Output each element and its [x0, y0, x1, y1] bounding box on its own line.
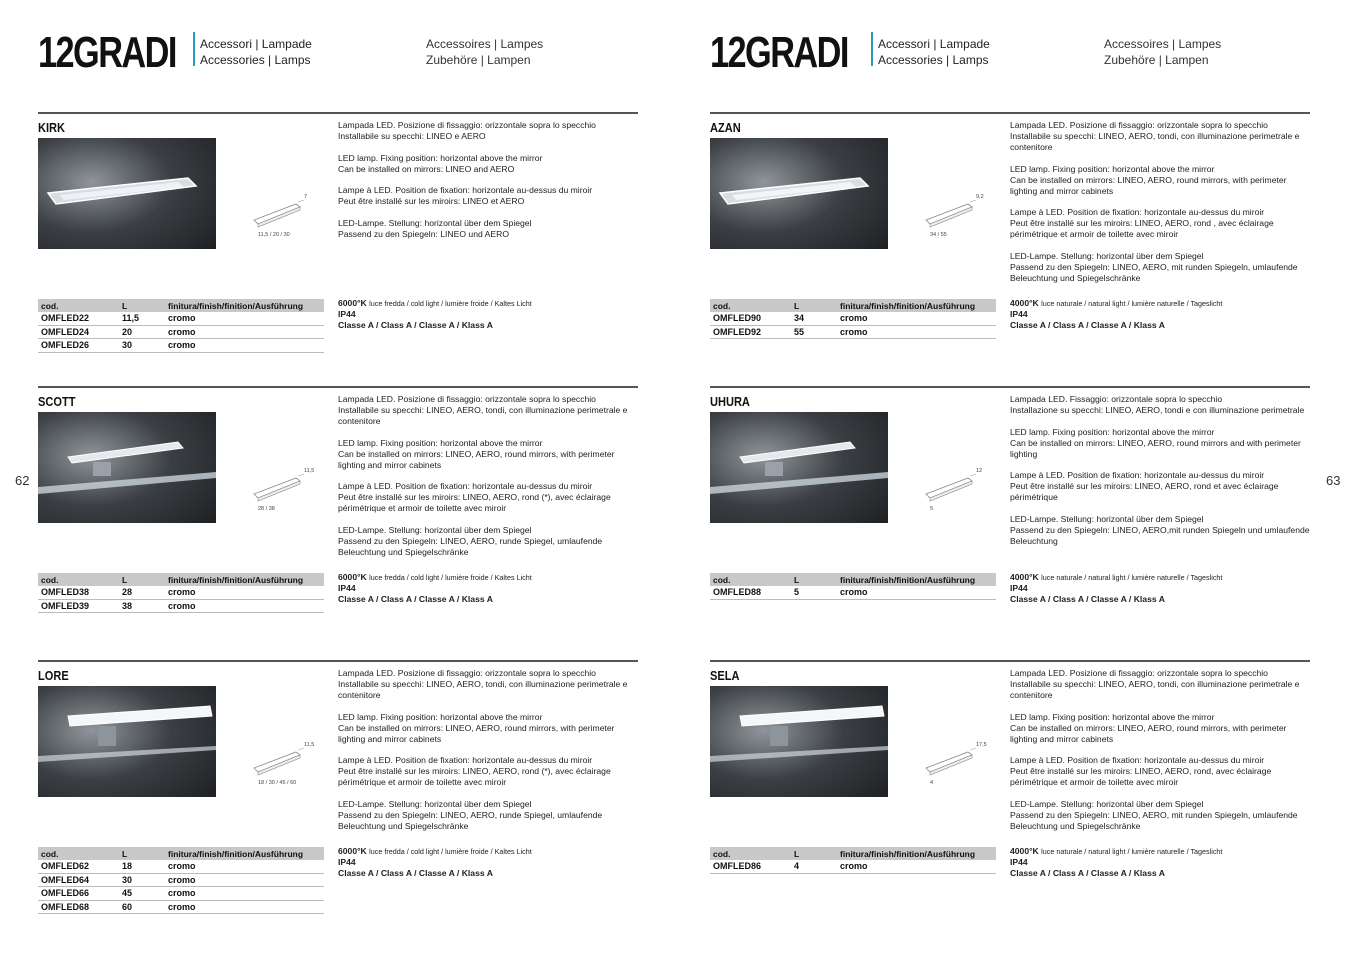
header-divider	[871, 32, 873, 66]
cell-length: 5	[794, 587, 800, 597]
cell-finish: cromo	[840, 861, 868, 871]
table-row	[38, 874, 324, 888]
brand-logo: 12GRADI	[38, 28, 176, 77]
table-row	[38, 901, 324, 915]
product-name: KIRK	[38, 120, 66, 135]
dimension-diagram	[920, 740, 1000, 790]
table-row	[38, 312, 324, 326]
cell-finish: cromo	[168, 326, 196, 337]
ip-rating: IP44	[1010, 583, 1028, 593]
table-header	[38, 847, 324, 860]
header-it: Accessori | Lampade	[878, 37, 990, 51]
header-cod: cod.	[713, 849, 731, 859]
product-code-table	[710, 573, 996, 600]
description-paragraph: LED-Lampe. Stellung: horizontal über dem Spiegel Passend zu den Spiegeln: LINEO, AERO,mit runden Spiegeln und umlaufende Beleuchtung	[1010, 513, 1310, 546]
catalog-page-right	[678, 0, 1356, 959]
cell-code: OMFLED68	[41, 901, 90, 912]
cell-code: OMFLED39	[41, 600, 90, 611]
cell-length: 55	[794, 326, 805, 337]
cell-code: OMFLED90	[713, 313, 762, 323]
description-paragraph: Lampada LED. Fissaggio: orizzontale sopra lo specchio Installazione su specchi: LINEO, AERO, tondi e con illuminazione perimetrale	[1010, 394, 1305, 415]
light-type: luce fredda / cold light / lumière froide / Kaltes Licht	[369, 847, 532, 856]
product-photo	[710, 412, 888, 523]
cell-length: 4	[794, 861, 800, 871]
header-length: L	[794, 849, 800, 859]
product-code-table	[38, 847, 324, 914]
description-paragraph: LED lamp. Fixing position: horizontal above the mirror Can be installed on mirrors: LINEO, AERO, round mirrors, with perimeter lighting and mirror cabinets	[1010, 711, 1287, 744]
description-paragraph: Lampe à LED. Position de fixation: horizontale au-dessus du miroir Peut être installé sur les miroirs: LINEO et AERO	[338, 185, 593, 206]
ip-rating: IP44	[338, 857, 356, 867]
description-paragraph: Lampe à LED. Position de fixation: horizontale au-dessus du miroir Peut être installé sur les miroirs: LINEO, AERO, rond (*), avec éclairage périmétrique et armoir de toilette avec miroir	[338, 755, 611, 787]
page-number: 63	[1326, 473, 1341, 488]
cell-code: OMFLED24	[41, 326, 90, 337]
header-category-fr-de	[1104, 36, 1221, 68]
cell-finish: cromo	[168, 861, 196, 871]
description-paragraph: LED-Lampe. Stellung: horizontal über dem Spiegel Passend zu den Spiegeln: LINEO und AERO	[338, 217, 532, 239]
product-section-lore	[38, 660, 638, 930]
product-description	[1010, 668, 1310, 842]
description-paragraph: Lampe à LED. Position de fixation: horizontale au-dessus du miroir Peut être installé sur les miroirs: LINEO, AERO, rond et avec éclairage périmétrique	[1010, 470, 1279, 502]
table-row	[710, 860, 996, 874]
product-code-table	[710, 847, 996, 874]
color-temperature: 6000°K	[338, 846, 367, 856]
header-en: Accessories | Lamps	[200, 53, 311, 67]
cell-length: 45	[122, 888, 133, 899]
energy-class: Classe A / Class A / Classe A / Klass A	[1010, 868, 1165, 878]
description-paragraph: Lampada LED. Posizione di fissaggio: orizzontale sopra lo specchio Installabile su specchi: LINEO, AERO, tondi, con illuminazione perimetrale e contenitore	[338, 394, 628, 426]
cell-finish: cromo	[168, 600, 196, 611]
cell-code: OMFLED66	[41, 888, 90, 899]
product-name: SELA	[710, 668, 740, 683]
cell-length: 34	[794, 313, 805, 323]
product-section-sela	[710, 660, 1310, 930]
header-length: L	[122, 849, 128, 859]
table-row	[38, 860, 324, 874]
page-number: 62	[15, 473, 30, 488]
energy-class: Classe A / Class A / Classe A / Klass A	[338, 594, 493, 604]
description-paragraph: Lampada LED. Posizione di fissaggio: orizzontale sopra lo specchio Installabile su specchi: LINEO e AERO	[338, 120, 596, 141]
color-temperature: 4000°K	[1010, 298, 1039, 308]
header-fr: Accessoires | Lampes	[1104, 37, 1222, 51]
dimension-diagram	[248, 192, 328, 242]
section-rule	[38, 112, 638, 114]
header-it: Accessori | Lampade	[200, 37, 312, 51]
product-description	[338, 668, 638, 842]
description-paragraph: Lampe à LED. Position de fixation: horizontale au-dessus du miroir Peut être installé sur les miroirs: LINEO, AERO, rond (*), avec éclairage périmétrique et armoir de toilette avec miroir	[338, 481, 611, 513]
color-temperature: 4000°K	[1010, 846, 1039, 856]
product-code-table	[38, 573, 324, 613]
header-finish: finitura/finish/finition/Ausführung	[840, 301, 976, 311]
cell-finish: cromo	[168, 587, 196, 597]
product-name: AZAN	[710, 120, 741, 135]
diagram-dim-height: 9,2	[976, 194, 984, 200]
brand-logo: 12GRADI	[710, 28, 848, 77]
header-length: L	[794, 301, 800, 311]
table-header	[38, 299, 324, 312]
cell-finish: cromo	[168, 874, 196, 885]
energy-class: Classe A / Class A / Classe A / Klass A	[1010, 594, 1165, 604]
ip-rating: IP44	[338, 309, 356, 319]
product-specs	[338, 572, 638, 605]
cell-code: OMFLED92	[713, 326, 762, 337]
table-row	[38, 600, 324, 614]
header-length: L	[122, 575, 128, 585]
product-photo	[38, 138, 216, 249]
color-temperature: 4000°K	[1010, 572, 1039, 582]
table-row	[710, 586, 996, 600]
color-temperature: 6000°K	[338, 298, 367, 308]
product-section-scott	[38, 386, 638, 656]
product-description	[338, 120, 638, 250]
cell-code: OMFLED86	[713, 861, 762, 871]
cell-finish: cromo	[168, 313, 196, 323]
ip-rating: IP44	[1010, 309, 1028, 319]
cell-code: OMFLED26	[41, 340, 90, 351]
product-name: SCOTT	[38, 394, 76, 409]
header-fr: Accessoires | Lampes	[426, 37, 544, 51]
diagram-dim-length: 18 / 30 / 45 / 60	[258, 780, 297, 786]
description-paragraph: Lampe à LED. Position de fixation: horizontale au-dessus du miroir Peut être installé sur les miroirs: LINEO, AERO, rond , avec éclairage périmétrique et armoir de toilette avec miroir	[1010, 207, 1274, 239]
product-name: LORE	[38, 668, 69, 683]
table-row	[38, 887, 324, 901]
diagram-dim-height: 12	[976, 468, 983, 474]
diagram-dim-length: 11,5 / 20 / 30	[258, 232, 290, 238]
product-section-azan	[710, 112, 1310, 382]
cell-code: OMFLED88	[713, 587, 762, 597]
header-finish: finitura/finish/finition/Ausführung	[168, 301, 304, 311]
cell-finish: cromo	[168, 340, 196, 351]
product-description	[1010, 120, 1310, 294]
product-section-uhura	[710, 386, 1310, 656]
diagram-dim-length: 34 / 55	[930, 232, 947, 238]
description-paragraph: LED lamp. Fixing position: horizontal above the mirror Can be installed on mirrors: LINEO and AERO	[338, 152, 543, 174]
table-header	[710, 573, 996, 586]
header-finish: finitura/finish/finition/Ausführung	[840, 575, 976, 585]
light-type: luce naturale / natural light / lumière naturelle / Tageslicht	[1041, 299, 1223, 308]
description-paragraph: Lampada LED. Posizione di fissaggio: orizzontale sopra lo specchio Installabile su specchi: LINEO, AERO, tondi, con illuminazione perimetrale e contenitore	[338, 668, 628, 700]
section-rule	[710, 386, 1310, 388]
table-row	[38, 326, 324, 340]
cell-length: 18	[122, 861, 133, 871]
description-paragraph: Lampada LED. Posizione di fissaggio: orizzontale sopra lo specchio Installabile su specchi: LINEO, AERO, tondi, con illuminazione perimetrale e contenitore	[1010, 668, 1300, 700]
diagram-dim-length: 28 / 38	[258, 506, 275, 512]
cell-length: 30	[122, 874, 133, 885]
light-type: luce fredda / cold light / lumière froide / Kaltes Licht	[369, 299, 532, 308]
header-cod: cod.	[713, 575, 731, 585]
product-photo	[710, 138, 888, 249]
header-cod: cod.	[41, 575, 59, 585]
diagram-dim-length: 5	[930, 506, 934, 512]
description-paragraph: LED-Lampe. Stellung: horizontal über dem Spiegel Passend zu den Spiegeln: LINEO, AERO, mit runden Spiegeln, umlaufende Beleuchtung und Spiegelschränke	[1010, 250, 1298, 283]
cell-finish: cromo	[840, 587, 868, 597]
product-photo	[38, 686, 216, 797]
cell-length: 20	[122, 326, 133, 337]
header-category-it-en	[200, 36, 312, 68]
color-temperature: 6000°K	[338, 572, 367, 582]
cell-length: 30	[122, 340, 133, 351]
table-header	[710, 299, 996, 312]
dimension-diagram	[920, 466, 1000, 516]
light-type: luce fredda / cold light / lumière froide / Kaltes Licht	[369, 573, 532, 582]
description-paragraph: LED lamp. Fixing position: horizontal above the mirror Can be installed on mirrors: LINEO, AERO, round mirrors, with perimeter lighting and mirror cabinets	[1010, 163, 1287, 196]
section-rule	[710, 112, 1310, 114]
cell-finish: cromo	[840, 313, 868, 323]
product-section-kirk	[38, 112, 638, 382]
product-description	[1010, 394, 1310, 557]
cell-code: OMFLED64	[41, 874, 90, 885]
section-rule	[38, 386, 638, 388]
ip-rating: IP44	[1010, 857, 1028, 867]
header-de: Zubehöre | Lampen	[426, 53, 531, 67]
diagram-dim-height: 11,5	[304, 742, 315, 748]
product-name: UHURA	[710, 394, 750, 409]
header-finish: finitura/finish/finition/Ausführung	[168, 575, 304, 585]
light-type: luce naturale / natural light / lumière naturelle / Tageslicht	[1041, 573, 1223, 582]
diagram-dim-length: 4	[930, 780, 934, 786]
header-cod: cod.	[713, 301, 731, 311]
dimension-diagram	[248, 466, 328, 516]
description-paragraph: LED lamp. Fixing position: horizontal above the mirror Can be installed on mirrors: LINEO, AERO, round mirrors, with perimeter lighting and mirror cabinets	[338, 437, 615, 470]
diagram-dim-height: 17,5	[976, 742, 987, 748]
diagram-dim-height: 11,5	[304, 468, 315, 474]
table-row	[710, 326, 996, 340]
dimension-diagram	[920, 192, 1000, 242]
description-paragraph: LED-Lampe. Stellung: horizontal über dem Spiegel Passend zu den Spiegeln: LINEO, AERO, runde Spiegel, umlaufende Beleuchtung und Spiegelschränke	[338, 524, 603, 557]
product-specs	[338, 846, 638, 879]
header-de: Zubehöre | Lampen	[1104, 53, 1209, 67]
energy-class: Classe A / Class A / Classe A / Klass A	[338, 320, 493, 330]
cell-length: 60	[122, 901, 133, 912]
header-category-it-en	[878, 36, 990, 68]
header-length: L	[122, 301, 128, 311]
light-type: luce naturale / natural light / lumière naturelle / Tageslicht	[1041, 847, 1223, 856]
energy-class: Classe A / Class A / Classe A / Klass A	[338, 868, 493, 878]
description-paragraph: LED-Lampe. Stellung: horizontal über dem Spiegel Passend zu den Spiegeln: LINEO, AERO, mit runden Spiegeln, umlaufende Beleuchtung und Spiegelschränke	[1010, 798, 1298, 831]
cell-code: OMFLED38	[41, 587, 90, 597]
table-row	[710, 312, 996, 326]
header-cod: cod.	[41, 849, 59, 859]
cell-code: OMFLED22	[41, 313, 90, 323]
description-paragraph: LED-Lampe. Stellung: horizontal über dem Spiegel Passend zu den Spiegeln: LINEO, AERO, runde Spiegel, umlaufende Beleuchtung und Spiegelschränke	[338, 798, 603, 831]
header-category-fr-de	[426, 36, 543, 68]
table-header	[710, 847, 996, 860]
cell-finish: cromo	[840, 326, 868, 337]
product-specs	[1010, 846, 1310, 879]
header-divider	[193, 32, 195, 66]
section-rule	[38, 660, 638, 662]
dimension-diagram	[248, 740, 328, 790]
cell-length: 11,5	[122, 313, 140, 323]
header-finish: finitura/finish/finition/Ausführung	[840, 849, 976, 859]
product-photo	[710, 686, 888, 797]
diagram-dim-height: 7	[304, 194, 308, 200]
table-header	[38, 573, 324, 586]
header-en: Accessories | Lamps	[878, 53, 989, 67]
cell-finish: cromo	[168, 888, 196, 899]
product-specs	[338, 298, 638, 331]
product-specs	[1010, 298, 1310, 331]
product-code-table	[710, 299, 996, 339]
header-finish: finitura/finish/finition/Ausführung	[168, 849, 304, 859]
product-photo	[38, 412, 216, 523]
description-paragraph: Lampe à LED. Position de fixation: horizontale au-dessus du miroir Peut être installé sur les miroirs: LINEO, AERO, rond, avec éclairage périmétrique et armoir de toilette avec miroir	[1010, 755, 1272, 787]
table-row	[38, 339, 324, 353]
product-specs	[1010, 572, 1310, 605]
table-row	[38, 586, 324, 600]
energy-class: Classe A / Class A / Classe A / Klass A	[1010, 320, 1165, 330]
header-length: L	[794, 575, 800, 585]
ip-rating: IP44	[338, 583, 356, 593]
cell-length: 28	[122, 587, 133, 597]
product-description	[338, 394, 638, 568]
cell-code: OMFLED62	[41, 861, 90, 871]
cell-length: 38	[122, 600, 133, 611]
cell-finish: cromo	[168, 901, 196, 912]
product-code-table	[38, 299, 324, 353]
description-paragraph: LED lamp. Fixing position: horizontal above the mirror Can be installed on mirrors: LINEO, AERO, round mirrors, with perimeter lighting and mirror cabinets	[338, 711, 615, 744]
description-paragraph: LED lamp. Fixing position: horizontal above the mirror Can be installed on mirrors: LINEO, AERO, round mirrors and with perimeter lighting	[1010, 426, 1301, 459]
section-rule	[710, 660, 1310, 662]
header-cod: cod.	[41, 301, 59, 311]
description-paragraph: Lampada LED. Posizione di fissaggio: orizzontale sopra lo specchio Installabile su specchi: LINEO, AERO, tondi, con illuminazione perimetrale e contenitore	[1010, 120, 1300, 152]
